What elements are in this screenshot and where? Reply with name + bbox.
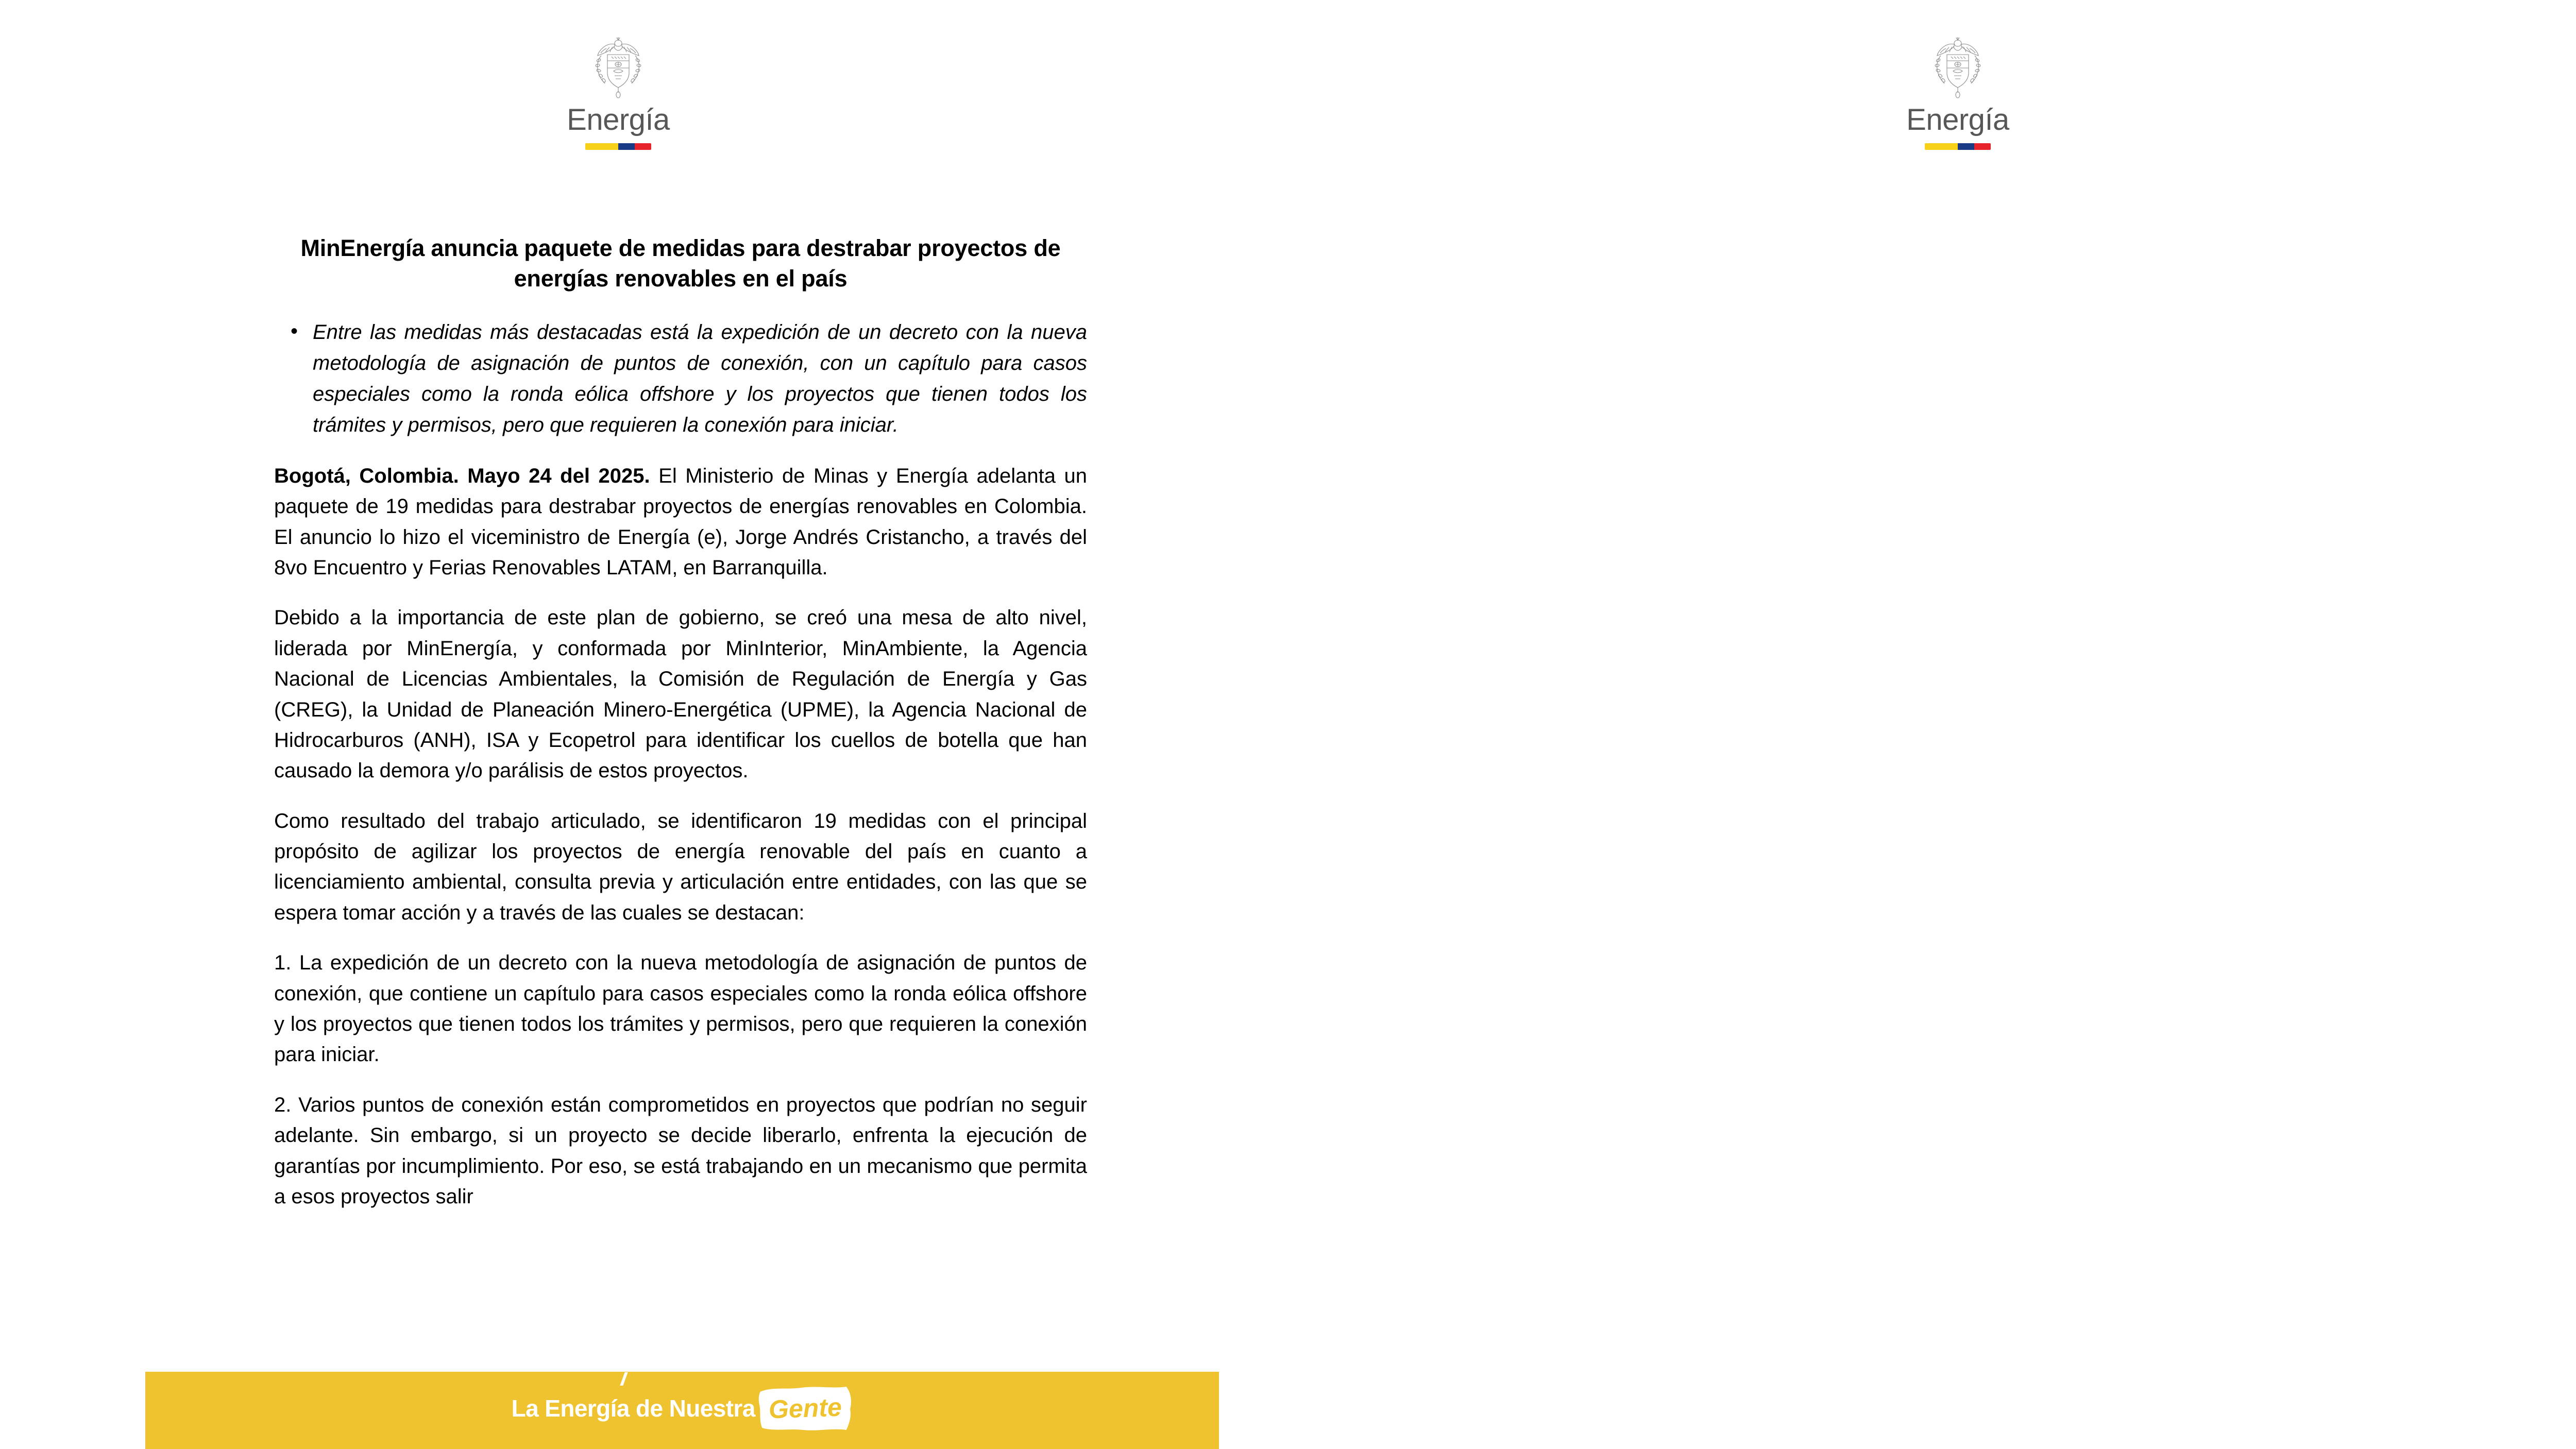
measure-item-2: 2. Varios puntos de conexión están comprometidos en proyectos que podrían no seguir adelante. Sin embargo, si un proyecto se decide liberarlo, enfrenta la ejecución de garantías por incumplimiento. Por eso, se está trabajando en un mecanismo que permita a esos proyectos salir bbox=[274, 1093, 1087, 1208]
dateline-paragraph bbox=[274, 461, 1087, 584]
tricolor-blue bbox=[1958, 143, 1974, 150]
colombia-coat-of-arms-icon bbox=[1930, 36, 1985, 100]
brush-stroke-badge bbox=[757, 1384, 853, 1433]
header-logo-page-1 bbox=[0, 36, 1236, 150]
page-2 bbox=[1340, 0, 2576, 1449]
page-1 bbox=[0, 0, 1236, 1449]
lightning-bolt-icon bbox=[620, 1372, 628, 1386]
text-column-left bbox=[274, 233, 1087, 1212]
logo-wordmark: Energía bbox=[1906, 103, 2009, 137]
measure-item-1: 1. La expedición de un decreto con la nueva metodología de asignación de puntos de conexión, que contiene un capítulo para casos especiales como la ronda eólica offshore y los proyectos que tienen todos los trámites y permisos, pero que requieren la conexión para iniciar. bbox=[274, 951, 1087, 1066]
tricolor-yellow bbox=[1925, 143, 1958, 150]
footer-banner-page-1 bbox=[145, 1372, 1219, 1449]
body-paragraph: Debido a la importancia de este plan de gobierno, se creó una mesa de alto nivel, liderada por MinEnergía, y conformada por MinInterior, MinAmbiente, la Agencia Nacional de Licencias Ambientales, la Comisión de Regulación de Energía y Gas (CREG), la Unidad de Planeación Minero-Energética (UPME), la Agencia Nacional de Hidrocarburos (ANH), ISA y Ecopetrol para identificar los cuellos de botella que han causado la demora y/o parálisis de estos proyectos. bbox=[274, 606, 1087, 782]
page-title: MinEnergía anuncia paquete de medidas para destrabar proyectos de energías renovables en el país bbox=[300, 235, 1061, 292]
tricolor-red bbox=[1974, 143, 1991, 150]
footer-slogan bbox=[512, 1384, 853, 1433]
lede-bullet-list bbox=[274, 317, 1087, 440]
tricolor-bar bbox=[585, 143, 651, 150]
footer-slogan-main: La Energía de Nuestra bbox=[511, 1395, 755, 1422]
tricolor-blue bbox=[618, 143, 635, 150]
colombia-coat-of-arms-icon bbox=[591, 36, 646, 100]
header-logo-page-2 bbox=[1340, 36, 2576, 150]
body-paragraph: Como resultado del trabajo articulado, se identificaron 19 medidas con el principal propósito de agilizar los proyectos de energía renovable del país en cuanto a licenciamiento ambiental, consulta previa y articulación entre entidades, con las que se espera tomar acción y a través de las cuales se destacan: bbox=[274, 809, 1087, 924]
paragraph-text: El Ministerio de Minas y Energía adelanta un paquete de 19 medidas para destrabar proyectos de energías renovables en Colombia. El anuncio lo hizo el viceministro de Energía (e), Jorge Andrés Cristancho, a través del 8vo Encuentro y Ferias Renovables LATAM, en Barranquilla. bbox=[274, 464, 1088, 579]
dateline: Bogotá, Colombia. Mayo 24 del 2025. bbox=[274, 464, 650, 487]
tricolor-red bbox=[635, 143, 651, 150]
list-item: • Entre las medidas más destacadas está la expedición de un decreto con la nueva metodología de asignación de puntos de conexión, con un capítulo para casos especiales como la ronda eólica offshore y los proyectos que tienen todos los trámites y permisos, pero que requieren la conexión para iniciar. bbox=[313, 317, 1087, 440]
tricolor-bar bbox=[1925, 143, 1991, 150]
tricolor-yellow bbox=[585, 143, 618, 150]
logo-wordmark: Energía bbox=[567, 103, 670, 137]
footer-slogan-accent: Gente bbox=[768, 1392, 842, 1424]
